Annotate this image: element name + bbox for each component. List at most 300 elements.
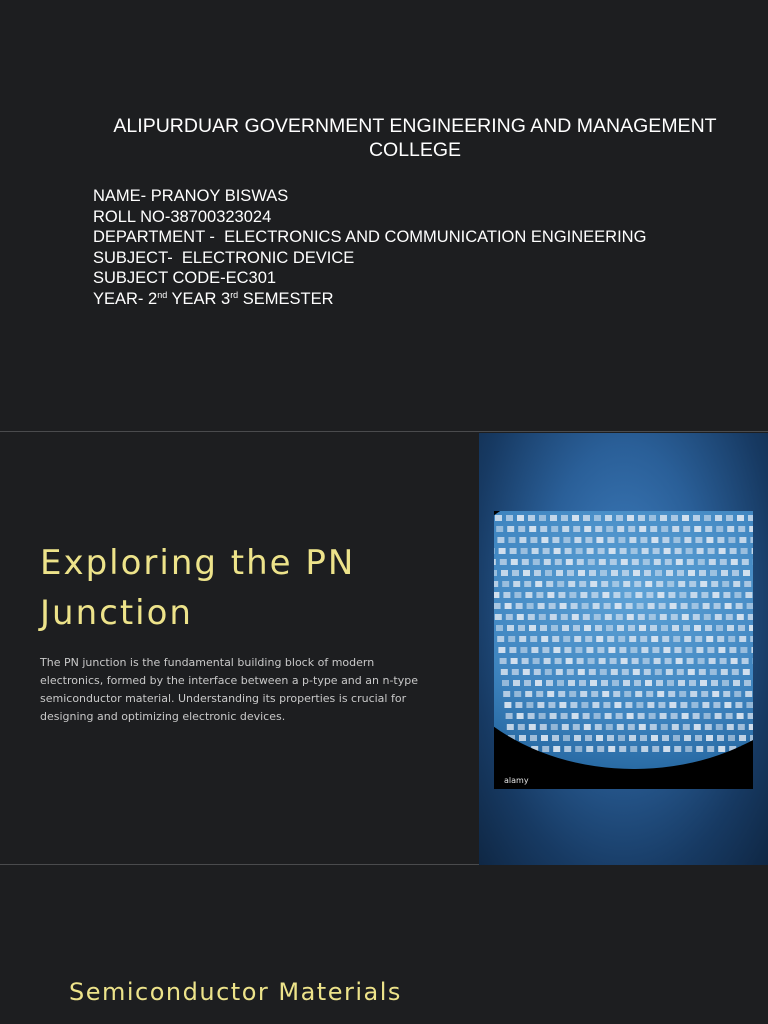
wafer-chip: [688, 669, 695, 675]
wafer-chip: [649, 515, 656, 521]
wafer-chip: [750, 537, 753, 543]
wafer-chip: [502, 680, 509, 686]
wafer-chip: [720, 658, 727, 664]
slide-description: The PN junction is the fundamental building block of modern electronics, formed by the interface between a p-type and an n-type semiconductor material. Understanding its properties is crucial for designing and optimizing electronic devices.: [40, 656, 418, 723]
wafer-chip: [524, 680, 531, 686]
wafer-chip: [717, 636, 724, 642]
wafer-chip: [727, 724, 734, 730]
wafer-chip: [628, 625, 635, 631]
wafer-chip: [535, 581, 542, 587]
wafer-chip: [496, 625, 503, 631]
wafer-chip: [553, 746, 560, 752]
wafer-chip: [672, 625, 679, 631]
wafer-chip: [617, 724, 624, 730]
wafer-chip: [597, 746, 604, 752]
wafer-chip: [712, 592, 719, 598]
wafer-chip: [579, 680, 586, 686]
wafer-chip: [547, 592, 554, 598]
wafer-chip: [618, 735, 625, 741]
wafer-chip: [616, 515, 623, 521]
wafer-chip: [701, 691, 708, 697]
wafer-chip: [719, 548, 726, 554]
wafer-chip: [507, 724, 514, 730]
wafer-chip: [573, 724, 580, 730]
wafer-chip: [660, 614, 667, 620]
wafer-chip: [688, 570, 695, 576]
year-prefix: YEAR- 2: [93, 289, 158, 308]
wafer-chip: [618, 537, 625, 543]
wafer-chip: [744, 581, 751, 587]
wafer-chip: [507, 526, 514, 532]
wafer-chip: [511, 658, 518, 664]
wafer-chip: [575, 746, 582, 752]
wafer-chip: [501, 570, 508, 576]
wafer-chip: [717, 537, 724, 543]
wafer-chip: [626, 603, 633, 609]
wafer-chip: [667, 680, 674, 686]
wafer-chip: [609, 548, 616, 554]
wafer-chip: [715, 713, 722, 719]
wafer-chip: [522, 559, 529, 565]
wafer-chip: [516, 603, 523, 609]
wafer-chip: [710, 570, 717, 576]
wafer-chip: [634, 680, 641, 686]
wafer-chip: [705, 526, 712, 532]
wafer-chip: [744, 680, 751, 686]
wafer-chip: [596, 636, 603, 642]
wafer-chip: [704, 614, 711, 620]
wafer-chip: [565, 548, 572, 554]
wafer-chip: [746, 702, 753, 708]
wafer-chip: [743, 669, 750, 675]
wafer-chip: [503, 592, 510, 598]
wafer-chip: [621, 658, 628, 664]
wafer-chip: [636, 702, 643, 708]
wafer-chip: [659, 603, 666, 609]
wafer-chip: [649, 713, 656, 719]
wafer-chip: [716, 625, 723, 631]
wafer-chip: [741, 548, 748, 554]
wafer-chip: [750, 735, 753, 741]
wafer-chip: [549, 603, 556, 609]
wafer-chip: [716, 724, 723, 730]
wafer-chip: [701, 592, 708, 598]
wafer-chip: [590, 581, 597, 587]
wafer-chip: [535, 680, 542, 686]
wafer-chip: [619, 647, 626, 653]
wafer-chip: [615, 603, 622, 609]
wafer-chip: [713, 702, 720, 708]
wafer-chip: [581, 702, 588, 708]
wafer-chip: [718, 647, 725, 653]
wafer-chip: [592, 702, 599, 708]
wafer-chip: [663, 647, 670, 653]
wafer-chip: [605, 515, 612, 521]
wafer-chip: [591, 592, 598, 598]
wafer-chip: [546, 581, 553, 587]
wafer-chip: [664, 548, 671, 554]
wafer-chip: [730, 548, 737, 554]
wafer-chip: [695, 735, 702, 741]
wafer-chip: [605, 614, 612, 620]
wafer-chip: [542, 647, 549, 653]
wafer-chip: [520, 647, 527, 653]
wafer-chip: [530, 735, 537, 741]
wafer-chip: [613, 691, 620, 697]
wafer-chip: [641, 746, 648, 752]
wafer-chip: [681, 603, 688, 609]
wafer-chip: [576, 548, 583, 554]
wafer-chip: [503, 691, 510, 697]
subject-code: SUBJECT CODE-EC301: [93, 269, 277, 287]
wafer-chip: [661, 724, 668, 730]
wafer-chip: [645, 680, 652, 686]
wafer-chip: [500, 559, 507, 565]
wafer-chip: [706, 636, 713, 642]
wafer-chip: [551, 724, 558, 730]
wafer-chip: [602, 691, 609, 697]
wafer-chip: [585, 537, 592, 543]
wafer-chip: [577, 658, 584, 664]
wafer-chip: [732, 570, 739, 576]
wafer-chip: [593, 603, 600, 609]
wafer-chip: [508, 636, 515, 642]
wafer-chip: [696, 746, 703, 752]
wafer-chip: [735, 702, 742, 708]
wafer-chip: [562, 526, 569, 532]
wafer-chip: [736, 603, 743, 609]
wafer-chip: [550, 614, 557, 620]
wafer-chip: [637, 603, 644, 609]
wafer-chip: [737, 614, 744, 620]
wafer-chip: [556, 570, 563, 576]
wafer-chip: [532, 548, 539, 554]
slide-title-semiconductor: Semiconductor Materials: [69, 978, 402, 1006]
wafer-chip: [696, 647, 703, 653]
wafer-chip: [662, 735, 669, 741]
wafer-chip: [541, 735, 548, 741]
wafer-chip: [689, 581, 696, 587]
wafer-chip: [611, 570, 618, 576]
wafer-chip: [650, 724, 657, 730]
wafer-chip: [742, 559, 749, 565]
wafer-chip: [726, 713, 733, 719]
wafer-chip: [728, 636, 735, 642]
wafer-chip: [663, 746, 670, 752]
wafer-chip: [710, 669, 717, 675]
wafer-chip: [684, 537, 691, 543]
wafer-chip: [721, 669, 728, 675]
wafer-chip: [513, 581, 520, 587]
wafer-chip: [528, 614, 535, 620]
wafer-chip: [692, 603, 699, 609]
wafer-chip: [523, 669, 530, 675]
wafer-chip: [569, 592, 576, 598]
wafer-chip: [551, 526, 558, 532]
wafer-chip: [690, 592, 697, 598]
wafer-chip: [539, 713, 546, 719]
wafer-chip: [494, 559, 496, 565]
wafer-chip: [703, 603, 710, 609]
wafer-chip: [677, 669, 684, 675]
wafer-chip: [633, 669, 640, 675]
wafer-chip: [676, 559, 683, 565]
wafer-chip: [512, 669, 519, 675]
wafer-chip: [562, 724, 569, 730]
wafer-chip: [620, 548, 627, 554]
wafer-chip: [722, 680, 729, 686]
wafer-chip: [661, 625, 668, 631]
wafer-chip: [500, 658, 507, 664]
wafer-chip: [628, 526, 635, 532]
wafer-chip: [643, 559, 650, 565]
wafer-chip: [683, 724, 690, 730]
wafer-chip: [639, 724, 646, 730]
wafer-chip: [506, 713, 513, 719]
wafer-chip: [714, 603, 721, 609]
wafer-chip: [653, 548, 660, 554]
wafer-chip: [590, 680, 597, 686]
wafer-chip: [629, 636, 636, 642]
wafer-chip: [687, 559, 694, 565]
wafer-chip: [654, 658, 661, 664]
wafer-chip: [652, 746, 659, 752]
wafer-chip: [591, 691, 598, 697]
wafer-chip: [584, 526, 591, 532]
wafer-chip: [575, 647, 582, 653]
wafer-chip: [545, 570, 552, 576]
wafer-chip: [512, 570, 519, 576]
wafer-chip: [674, 746, 681, 752]
wafer-chip: [734, 592, 741, 598]
wafer-chip: [671, 713, 678, 719]
wafer-chip: [648, 603, 655, 609]
wafer-chip: [519, 735, 526, 741]
wafer-chip: [679, 592, 686, 598]
wafer-chip: [586, 746, 593, 752]
wafer-chip: [506, 614, 513, 620]
wafer-chip: [586, 647, 593, 653]
wafer-chip: [582, 603, 589, 609]
wafer-chip: [578, 669, 585, 675]
wafer-chip: [580, 592, 587, 598]
wafer-chip: [650, 625, 657, 631]
wafer-chip: [563, 636, 570, 642]
wafer-chip: [583, 515, 590, 521]
wafer-chip: [675, 548, 682, 554]
wafer-chip: [668, 691, 675, 697]
wafer-chip: [606, 625, 613, 631]
wafer-chip: [666, 570, 673, 576]
wafer-chip: [517, 515, 524, 521]
wafer-chip: [749, 625, 753, 631]
wafer-chip: [627, 614, 634, 620]
wafer-chip: [607, 636, 614, 642]
wafer-chip: [699, 570, 706, 576]
wafer-chip: [728, 735, 735, 741]
wafer-chip: [667, 581, 674, 587]
wafer-chip: [702, 702, 709, 708]
wafer-chip: [588, 658, 595, 664]
wafer-chip: [563, 735, 570, 741]
wafer-chip: [644, 669, 651, 675]
year-sup-nd: nd: [157, 289, 168, 300]
wafer-chip: [494, 570, 497, 576]
wafer-chip: [523, 570, 530, 576]
wafer-chip: [733, 680, 740, 686]
wafer-chip: [589, 669, 596, 675]
wafer-chip: [657, 592, 664, 598]
wafer-chip: [536, 592, 543, 598]
wafer-chip: [686, 548, 693, 554]
wafer-chip: [546, 680, 553, 686]
wafer-chip: [495, 515, 502, 521]
wafer-chip: [577, 559, 584, 565]
wafer-chip: [751, 647, 753, 653]
wafer-chip: [606, 526, 613, 532]
wafer-chip: [572, 515, 579, 521]
wafer-chip: [739, 735, 746, 741]
college-title: ALIPURDUAR GOVERNMENT ENGINEERING AND MANAGEMENT COLLEGE: [113, 115, 717, 161]
wafer-chip: [740, 647, 747, 653]
wafer-chip: [672, 526, 679, 532]
wafer-chip: [589, 570, 596, 576]
wafer-chip: [737, 713, 744, 719]
wafer-chip: [537, 702, 544, 708]
wafer-chip: [742, 658, 749, 664]
wafer-chip: [526, 702, 533, 708]
wafer-chip: [550, 515, 557, 521]
wafer-chip: [709, 658, 716, 664]
wafer-chip: [695, 636, 702, 642]
wafer-chip: [739, 537, 746, 543]
wafer-chip: [729, 647, 736, 653]
wafer-chip: [574, 735, 581, 741]
wafer-chip: [658, 702, 665, 708]
wafer-chip: [561, 515, 568, 521]
wafer-chip: [533, 658, 540, 664]
wafer-chip: [733, 581, 740, 587]
wafer-chip: [550, 713, 557, 719]
wafer-chip: [704, 515, 711, 521]
wafer-chip: [559, 702, 566, 708]
wafer-chip: [738, 526, 745, 532]
department: DEPARTMENT - ELECTRONICS AND COMMUNICATION ENGINEERING: [93, 228, 647, 246]
wafer-chip: [718, 746, 725, 752]
wafer-chip: [625, 702, 632, 708]
wafer-chip: [508, 537, 515, 543]
wafer-chip: [695, 537, 702, 543]
wafer-chip: [656, 581, 663, 587]
wafer-chip: [534, 669, 541, 675]
wafer-chip: [627, 713, 634, 719]
wafer-chip: [706, 735, 713, 741]
wafer-chip: [700, 680, 707, 686]
wafer-chip: [694, 724, 701, 730]
wafer-chip: [748, 614, 753, 620]
wafer-chip: [654, 559, 661, 565]
wafer-chip: [684, 636, 691, 642]
wafer-chip: [684, 735, 691, 741]
wafer-chip: [607, 735, 614, 741]
wafer-chip: [595, 625, 602, 631]
wafer-chip: [588, 559, 595, 565]
wafer-chip: [734, 691, 741, 697]
wafer-chip: [563, 537, 570, 543]
wafer-chip: [704, 713, 711, 719]
wafer-chip: [690, 691, 697, 697]
wafer-chip: [638, 515, 645, 521]
wafer-chip: [502, 581, 509, 587]
wafer-chip: [574, 636, 581, 642]
wafer-chip: [498, 647, 505, 653]
wafer-chip: [711, 581, 718, 587]
wafer-chip: [610, 559, 617, 565]
wafer-chip: [497, 636, 504, 642]
wafer-chip: [584, 724, 591, 730]
wafer-chip: [595, 724, 602, 730]
wafer-chip: [662, 537, 669, 543]
wafer-chip: [544, 559, 551, 565]
wafer-chip: [612, 680, 619, 686]
wafer-chip: [597, 647, 604, 653]
wafer-chip: [573, 625, 580, 631]
wafer-chip: [640, 537, 647, 543]
wafer-chip: [646, 691, 653, 697]
wafer-chip: [566, 559, 573, 565]
wafer-chip: [556, 669, 563, 675]
wafer-chip: [624, 691, 631, 697]
wafer-chip: [739, 636, 746, 642]
wafer-chip: [631, 548, 638, 554]
wafer-chip: [674, 647, 681, 653]
wafer-chip: [587, 548, 594, 554]
year-mid: YEAR 3: [167, 289, 231, 308]
wafer-chip: [540, 724, 547, 730]
wafer-chip: [716, 526, 723, 532]
wafer-chip: [578, 570, 585, 576]
wafer-chip: [610, 658, 617, 664]
wafer-chip: [506, 515, 513, 521]
wafer-chip: [632, 559, 639, 565]
wafer-chip: [579, 581, 586, 587]
wafer-chip: [618, 636, 625, 642]
wafer-chip: [557, 581, 564, 587]
wafer-chip: [665, 559, 672, 565]
wafer-chip: [628, 724, 635, 730]
subject: SUBJECT- ELECTRONIC DEVICE: [93, 248, 355, 267]
wafer-chip: [724, 702, 731, 708]
wafer-chip: [519, 537, 526, 543]
wafer-chip: [495, 614, 502, 620]
wafer-chip: [533, 559, 540, 565]
wafer-chip: [541, 537, 548, 543]
wafer-chip: [594, 515, 601, 521]
wafer-chip: [514, 592, 521, 598]
wafer-chip: [683, 625, 690, 631]
wafer-chip: [545, 669, 552, 675]
wafer-chip: [504, 702, 511, 708]
wafer-chip: [647, 702, 654, 708]
wafer-chip: [700, 581, 707, 587]
wafer-chip: [534, 570, 541, 576]
wafer-chip: [561, 614, 568, 620]
wafer-chip: [748, 515, 753, 521]
wafer-chip: [651, 537, 658, 543]
wafer-chip: [574, 537, 581, 543]
wafer-chip: [612, 581, 619, 587]
wafer-chip: [540, 526, 547, 532]
